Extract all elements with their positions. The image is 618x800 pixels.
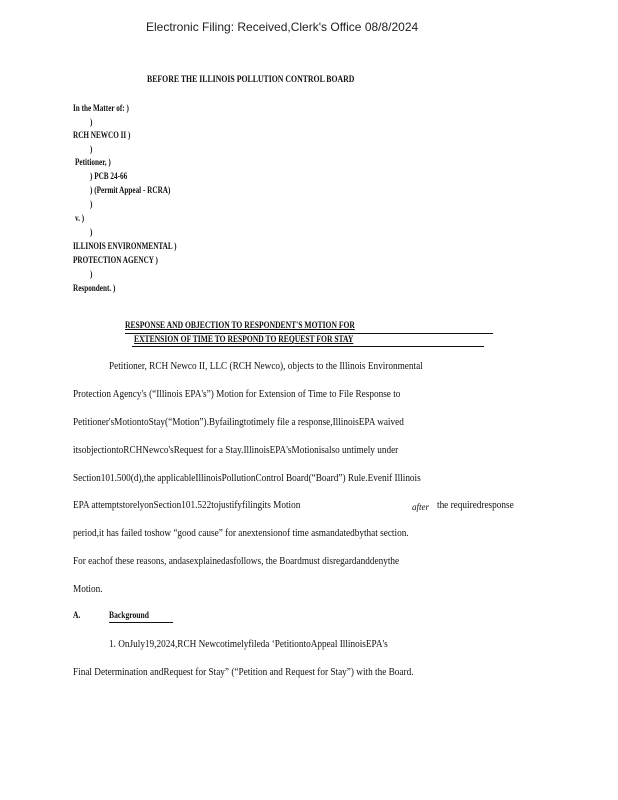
caption-line: v. ) xyxy=(75,213,85,223)
caption-line: In the Matter of: ) xyxy=(73,103,129,113)
caption-line: ) xyxy=(90,199,93,209)
caption-line: ) xyxy=(90,269,93,279)
numbered-paragraph-line: Final Determination andRequest for Stay” (“Petition and Request for Stay”) with the Board. xyxy=(73,666,414,678)
body-line: For eachof these reasons, andasexplainedasfollows, the Boardmust disregardanddenythe xyxy=(73,555,400,567)
body-line: EPA attemptstorelyonSection101.522tojustifyfilingits Motion xyxy=(73,499,301,511)
document-title-line-2: EXTENSION OF TIME TO RESPOND TO REQUEST FOR STAY xyxy=(134,335,354,345)
caption-line: ) (Permit Appeal - RCRA) xyxy=(90,185,171,195)
section-heading-underline xyxy=(109,622,173,623)
caption-line: Respondent. ) xyxy=(73,283,116,293)
title-underline xyxy=(125,333,493,334)
board-caption: BEFORE THE ILLINOIS POLLUTION CONTROL BOARD xyxy=(147,75,355,85)
body-line: Petitioner'sMotiontoStay(“Motion”).Byfailingtotimely file a response,IllinoisEPA waived xyxy=(73,416,404,428)
body-line: itsobjectiontoRCHNewco'sRequest for a Stay.IllinoisEPA'sMotionisalso untimely under xyxy=(73,444,399,456)
caption-line: Petitioner, ) xyxy=(75,157,111,167)
caption-line: ) xyxy=(90,227,93,237)
section-heading: Background xyxy=(109,611,149,621)
caption-line: ) xyxy=(90,144,93,154)
caption-line: PROTECTION AGENCY ) xyxy=(73,255,158,265)
body-line: Section101.500(d),the applicableIllinoisPollutionControl Board(“Board”) Rule.Evenif Illinois xyxy=(73,472,421,484)
caption-line: ) xyxy=(90,117,93,127)
caption-line: ILLINOIS ENVIRONMENTAL ) xyxy=(73,241,177,251)
body-line: Protection Agency's (“Illinois EPA's”) Motion for Extension of Time to File Response to xyxy=(73,388,401,400)
title-underline xyxy=(132,346,484,347)
body-line: Petitioner, RCH Newco II, LLC (RCH Newco), objects to the Illinois Environmental xyxy=(109,360,423,372)
body-line-tail: the requiredresponse xyxy=(437,499,514,511)
filing-stamp-header: Electronic Filing: Received,Clerk's Office 08/8/2024 xyxy=(146,20,419,34)
document-title-line-1: RESPONSE AND OBJECTION TO RESPONDENT'S MOTION FOR xyxy=(125,321,355,331)
caption-line: ) PCB 24-66 xyxy=(90,171,128,181)
body-line: Motion. xyxy=(73,583,103,595)
numbered-paragraph-line: 1. OnJuly19,2024,RCH Newcotimelyfileda ‘PetitiontoAppeal IllinoisEPA's xyxy=(109,638,388,650)
caption-line: RCH NEWCO II ) xyxy=(73,130,131,140)
section-label: A. xyxy=(73,611,81,621)
italic-word: after xyxy=(412,502,429,512)
body-line: period,it has failed toshow “good cause” for anextensionof time asmandatedbythat section. xyxy=(73,527,409,539)
